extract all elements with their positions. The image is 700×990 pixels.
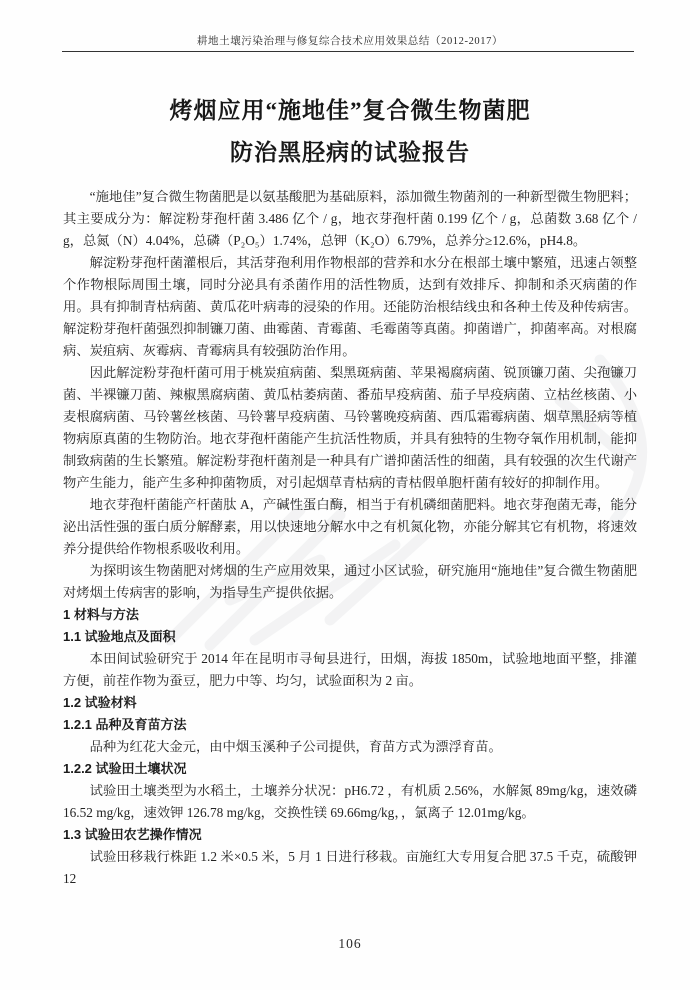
heading-materials-methods: 1 材料与方法 (63, 607, 139, 622)
header-rule (62, 51, 634, 52)
heading-agronomy-operations: 1.3 试验田农艺操作情况 (63, 827, 202, 842)
heading-site-area: 1.1 试验地点及面积 (63, 629, 176, 644)
heading-variety-seedling: 1.2.1 品种及育苗方法 (63, 717, 187, 732)
heading-soil-condition: 1.2.2 试验田土壤状况 (63, 761, 187, 776)
paragraph-licheniformis: 地衣芽孢杆菌能产杆菌肽 A，产碱性蛋白酶，相当于有机磷细菌肥料。地衣芽孢菌无毒，能分泌出活性强的蛋白质分解酵素，用以快速地分解水中之有机氮化物，亦能分解其它有机物，将速效养分提供给作物根系吸收利用。 (63, 497, 637, 556)
paragraph-transplanting: 试验田移栽行株距 1.2 米×0.5 米，5 月 1 日进行移栽。亩施红大专用复合肥 37.5 千克，硫酸钾 12 (63, 849, 637, 886)
paragraph-variety: 品种为红花大金元，由中烟玉溪种子公司提供，育苗方式为漂浮育苗。 (89, 739, 502, 754)
document-title (63, 90, 637, 174)
document-title-line-1: 烤烟应用“施地佳”复合微生物菌肥 (169, 98, 531, 123)
running-header: 耕地土壤污染治理与修复综合技术应用效果总结（2012-2017） (196, 36, 504, 47)
paragraph-site-description: 本田间试验研究于 2014 年在昆明市寻甸县进行，田烟，海拔 1850m，试验地地面平整，排灌方便，前茬作物为蚕豆，肥力中等、均匀，试验面积为 2 亩。 (63, 651, 637, 688)
paragraph-bacillus-mechanism: 解淀粉芽孢杆菌灌根后，其活芽孢利用作物根部的营养和水分在根部土壤中繁殖，迅速占领整个作物根际周围土壤，同时分泌具有杀菌作用的活性物质，达到有效排斥、抑制和杀灭病菌的作用。具有抑制青枯病菌、黄瓜花叶病毒的浸染的作用。还能防治根结线虫和各种土传及种传病害。解淀粉芽孢杆菌强烈抑制镰刀菌、曲霉菌、青霉菌、毛霉菌等真菌。抑菌谱广，抑菌率高。对根腐病、炭疽病、灰霉病、青霉病具有较强防治作用。 (63, 255, 637, 358)
heading-test-materials: 1.2 试验材料 (63, 695, 137, 710)
page-content (63, 90, 637, 890)
paragraph-purpose: 为探明该生物菌肥对烤烟的生产应用效果，通过小区试验，研究施用“施地佳”复合微生物菌肥对烤烟土传病害的影响，为指导生产提供依据。 (63, 563, 637, 600)
document-title-line-2: 防治黑胫病的试验报告 (230, 140, 470, 165)
page-number: 106 (338, 936, 362, 951)
paragraph-pathogen-list: 因此解淀粉芽孢杆菌可用于桃炭疽病菌、梨黑斑病菌、苹果褐腐病菌、锐顶镰刀菌、尖孢镰刀菌、半裸镰刀菌、辣椒黑腐病菌、黄瓜枯萎病菌、番茄早疫病菌、茄子早疫病菌、立枯丝核菌、小麦根腐病菌、马铃薯丝核菌、马铃薯早疫病菌、马铃薯晚疫病菌、西瓜霜霉病菌、烟草黑胫病等植物病原真菌的生物防治。地衣芽孢杆菌能产生抗活性物质，并具有独特的生物夺氧作用机制，能抑制致病菌的生长繁殖。解淀粉芽孢杆菌剂是一种具有广谱抑菌活性的细菌，具有较强的次生代谢产物产生能力，能产生多种抑菌物质，对引起烟草青枯病的青枯假单胞杆菌有较好的抑制作用。 (63, 365, 637, 490)
paragraph-soil-analysis: 试验田土壤类型为水稻土，土壤养分状况：pH6.72 ，有机质 2.56%，水解氮 89mg/kg，速效磷 16.52 mg/kg，速效钾 126.78 mg/kg，交换性镁 69.66mg/kg，，氯离子 12.01mg/kg。 (63, 783, 637, 820)
paragraph-intro-composition: “施地佳”复合微生物菌肥是以氨基酸肥为基础原料，添加微生物菌剂的一种新型微生物肥料；其主要成分为：解淀粉芽孢杆菌 3.486 亿个 / g，地衣芽孢杆菌 0.199 亿个 / g，总菌数 3.68 亿个 / g，总氮（N）4.04%，总磷（P₂O₅）1.74%，总钾（K₂O）6.79%，总养分≥12.6%，pH4.8。 (63, 189, 637, 248)
article-body (63, 186, 637, 890)
